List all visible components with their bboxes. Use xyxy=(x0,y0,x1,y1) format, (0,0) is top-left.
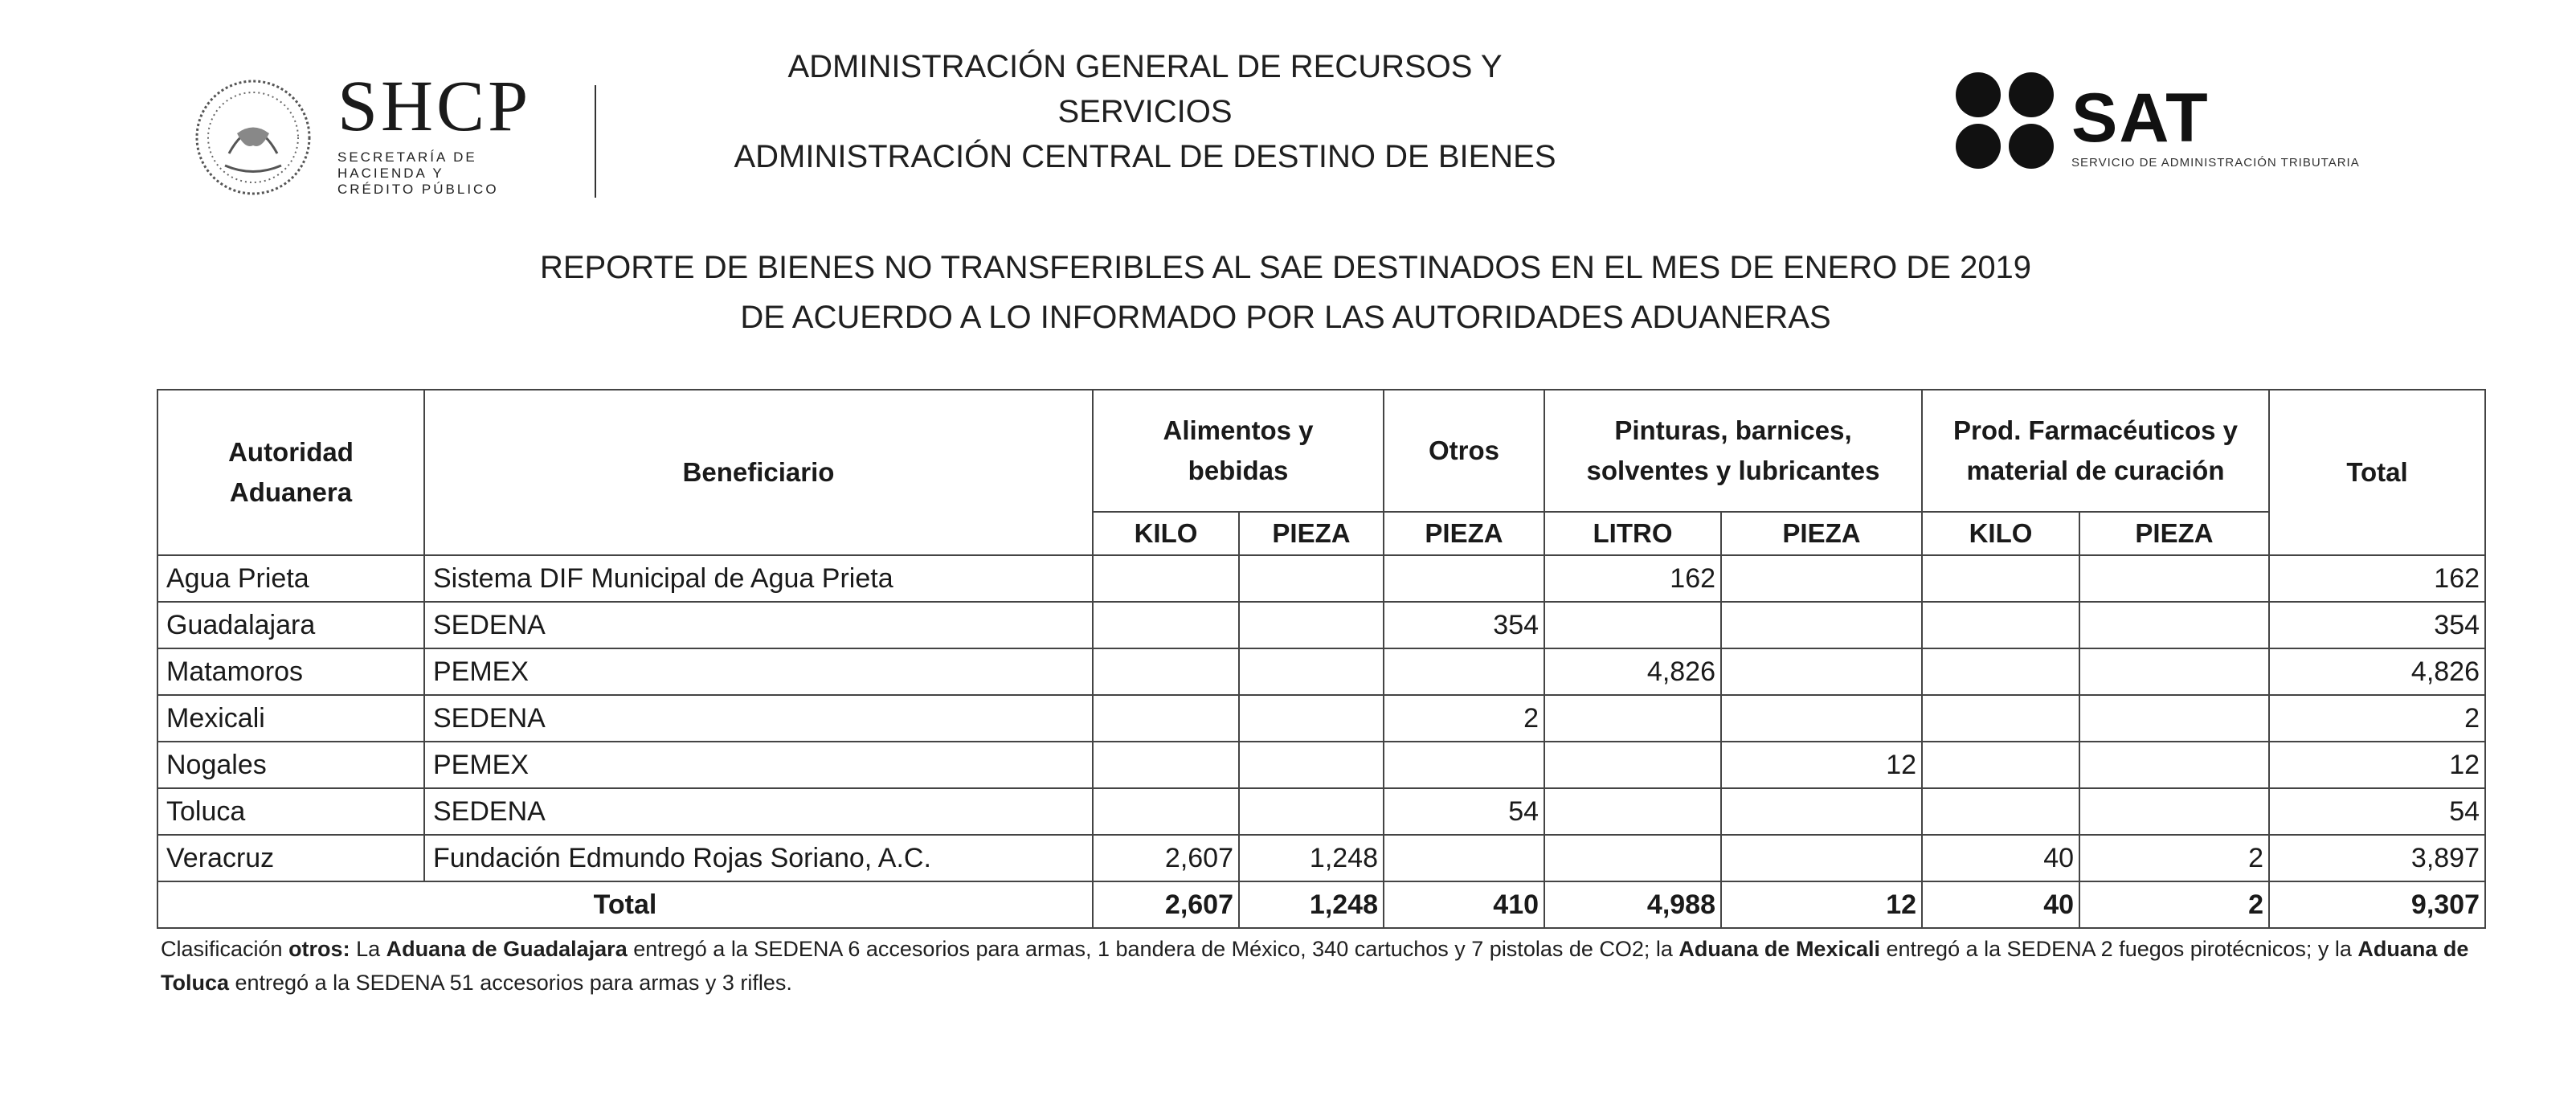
cell-beneficiario: Fundación Edmundo Rojas Soriano, A.C. xyxy=(424,835,1093,881)
cell-row-total: 3,897 xyxy=(2269,835,2485,881)
cell-value xyxy=(1384,555,1544,602)
cell-autoridad: Nogales xyxy=(157,742,424,788)
report-table xyxy=(157,389,2486,929)
cell-autoridad: Guadalajara xyxy=(157,602,424,648)
sat-wordmark: SAT xyxy=(2071,80,2210,157)
table-row xyxy=(157,555,2485,602)
subheader-pieza: PIEZA xyxy=(2079,512,2269,555)
cell-value: 54 xyxy=(1384,788,1544,835)
cell-value xyxy=(2079,788,2269,835)
total-value: 1,248 xyxy=(1239,881,1384,928)
cell-beneficiario: PEMEX xyxy=(424,742,1093,788)
cell-value xyxy=(1721,648,1922,695)
cell-value: 2 xyxy=(1384,695,1544,742)
header-pinturas: Pinturas, barnices, solventes y lubricantes xyxy=(1544,390,1922,512)
logo-divider xyxy=(595,85,596,198)
cell-value xyxy=(1922,742,2079,788)
cell-value xyxy=(1544,788,1721,835)
cell-autoridad: Toluca xyxy=(157,788,424,835)
header-beneficiario: Beneficiario xyxy=(424,390,1093,555)
agency-line-1: ADMINISTRACIÓN GENERAL DE RECURSOS Y SERVICIOS xyxy=(787,49,1503,129)
cell-value: 2 xyxy=(2079,835,2269,881)
cell-value: 162 xyxy=(1544,555,1721,602)
sat-subtitle: SERVICIO DE ADMINISTRACIÓN TRIBUTARIA xyxy=(2071,156,2360,170)
subheader-pieza: PIEZA xyxy=(1239,512,1384,555)
cell-row-total: 354 xyxy=(2269,602,2485,648)
cell-value xyxy=(1384,742,1544,788)
sat-dots-icon xyxy=(1952,71,2059,170)
cell-value xyxy=(1239,788,1384,835)
cell-value xyxy=(1922,788,2079,835)
total-value: 2,607 xyxy=(1093,881,1239,928)
cell-value xyxy=(2079,602,2269,648)
cell-value xyxy=(1239,648,1384,695)
cell-value xyxy=(1922,602,2079,648)
cell-value xyxy=(1922,695,2079,742)
table-row xyxy=(157,742,2485,788)
cell-beneficiario: Sistema DIF Municipal de Agua Prieta xyxy=(424,555,1093,602)
cell-autoridad: Veracruz xyxy=(157,835,424,881)
cell-row-total: 12 xyxy=(2269,742,2485,788)
cell-value xyxy=(2079,648,2269,695)
table-row xyxy=(157,695,2485,742)
cell-value xyxy=(1093,788,1239,835)
cell-value xyxy=(2079,742,2269,788)
cell-beneficiario: SEDENA xyxy=(424,695,1093,742)
cell-value: 1,248 xyxy=(1239,835,1384,881)
report-title-line-1: REPORTE DE BIENES NO TRANSFERIBLES AL SAE DESTINADOS EN EL MES DE ENERO DE 2019 xyxy=(539,250,2032,285)
sat-logo xyxy=(1952,71,2451,179)
cell-row-total: 162 xyxy=(2269,555,2485,602)
cell-value xyxy=(1721,602,1922,648)
header-otros: Otros xyxy=(1384,390,1544,512)
table-row xyxy=(157,835,2485,881)
header-total: Total xyxy=(2269,390,2485,555)
cell-value xyxy=(1239,695,1384,742)
cell-value xyxy=(1093,742,1239,788)
cell-value xyxy=(1093,602,1239,648)
cell-value: 4,826 xyxy=(1544,648,1721,695)
grand-total: 9,307 xyxy=(2269,881,2485,928)
report-title xyxy=(362,243,2210,342)
total-value: 2 xyxy=(2079,881,2269,928)
total-value: 410 xyxy=(1384,881,1544,928)
cell-autoridad: Mexicali xyxy=(157,695,424,742)
table-row xyxy=(157,602,2485,648)
cell-value xyxy=(1544,602,1721,648)
cell-value xyxy=(1544,695,1721,742)
total-value: 4,988 xyxy=(1544,881,1721,928)
cell-value xyxy=(1384,648,1544,695)
cell-autoridad: Matamoros xyxy=(157,648,424,695)
cell-value: 2,607 xyxy=(1093,835,1239,881)
cell-beneficiario: PEMEX xyxy=(424,648,1093,695)
cell-value xyxy=(1544,742,1721,788)
cell-value xyxy=(1093,695,1239,742)
header-farmaceuticos: Prod. Farmacéuticos y material de curación xyxy=(1922,390,2269,512)
cell-value xyxy=(1239,555,1384,602)
cell-value xyxy=(1093,648,1239,695)
header-autoridad: Autoridad Aduanera xyxy=(157,390,424,555)
subheader-kilo: KILO xyxy=(1922,512,2079,555)
agency-line-2: ADMINISTRACIÓN CENTRAL DE DESTINO DE BIENES xyxy=(734,139,1556,174)
cell-value xyxy=(1239,602,1384,648)
subheader-pieza: PIEZA xyxy=(1721,512,1922,555)
cell-value xyxy=(1721,835,1922,881)
cell-beneficiario: SEDENA xyxy=(424,788,1093,835)
header-alimentos: Alimentos y bebidas xyxy=(1093,390,1384,512)
shcp-logo xyxy=(185,67,635,199)
cell-row-total: 54 xyxy=(2269,788,2485,835)
agency-header xyxy=(723,44,1567,179)
totals-label: Total xyxy=(157,881,1093,928)
table-row xyxy=(157,788,2485,835)
cell-value xyxy=(2079,555,2269,602)
cell-value xyxy=(1384,835,1544,881)
cell-value xyxy=(1922,648,2079,695)
cell-row-total: 2 xyxy=(2269,695,2485,742)
subheader-kilo: KILO xyxy=(1093,512,1239,555)
table-row xyxy=(157,648,2485,695)
shcp-subtitle: SECRETARÍA DE HACIENDA Y CRÉDITO PÚBLICO xyxy=(337,149,499,197)
cell-value: 40 xyxy=(1922,835,2079,881)
national-seal-icon xyxy=(193,77,313,198)
report-title-line-2: DE ACUERDO A LO INFORMADO POR LAS AUTORIDADES ADUANERAS xyxy=(740,300,1831,335)
cell-value: 12 xyxy=(1721,742,1922,788)
cell-value xyxy=(1721,695,1922,742)
total-value: 12 xyxy=(1721,881,1922,928)
total-value: 40 xyxy=(1922,881,2079,928)
cell-value xyxy=(2079,695,2269,742)
totals-row xyxy=(157,881,2485,928)
cell-value xyxy=(1239,742,1384,788)
cell-value: 354 xyxy=(1384,602,1544,648)
cell-value xyxy=(1922,555,2079,602)
cell-beneficiario: SEDENA xyxy=(424,602,1093,648)
cell-value xyxy=(1544,835,1721,881)
shcp-wordmark: SHCP xyxy=(337,67,532,146)
cell-autoridad: Agua Prieta xyxy=(157,555,424,602)
cell-value xyxy=(1721,788,1922,835)
subheader-pieza: PIEZA xyxy=(1384,512,1544,555)
cell-value xyxy=(1093,555,1239,602)
cell-row-total: 4,826 xyxy=(2269,648,2485,695)
cell-value xyxy=(1721,555,1922,602)
subheader-litro: LITRO xyxy=(1544,512,1721,555)
classification-footnote: Clasificación otros: La Aduana de Guadalajara entregó a la SEDENA 6 accesorios para armas, 1 bandera de México, 340 cartuchos y 7 pistolas de CO2; la Aduana de Mexicali entregó a la SEDENA 2 fuegos pirotécnicos; y la Aduana de Toluca entregó a la SEDENA 51 accesorios para armas y 3 rifles. xyxy=(161,937,2469,995)
